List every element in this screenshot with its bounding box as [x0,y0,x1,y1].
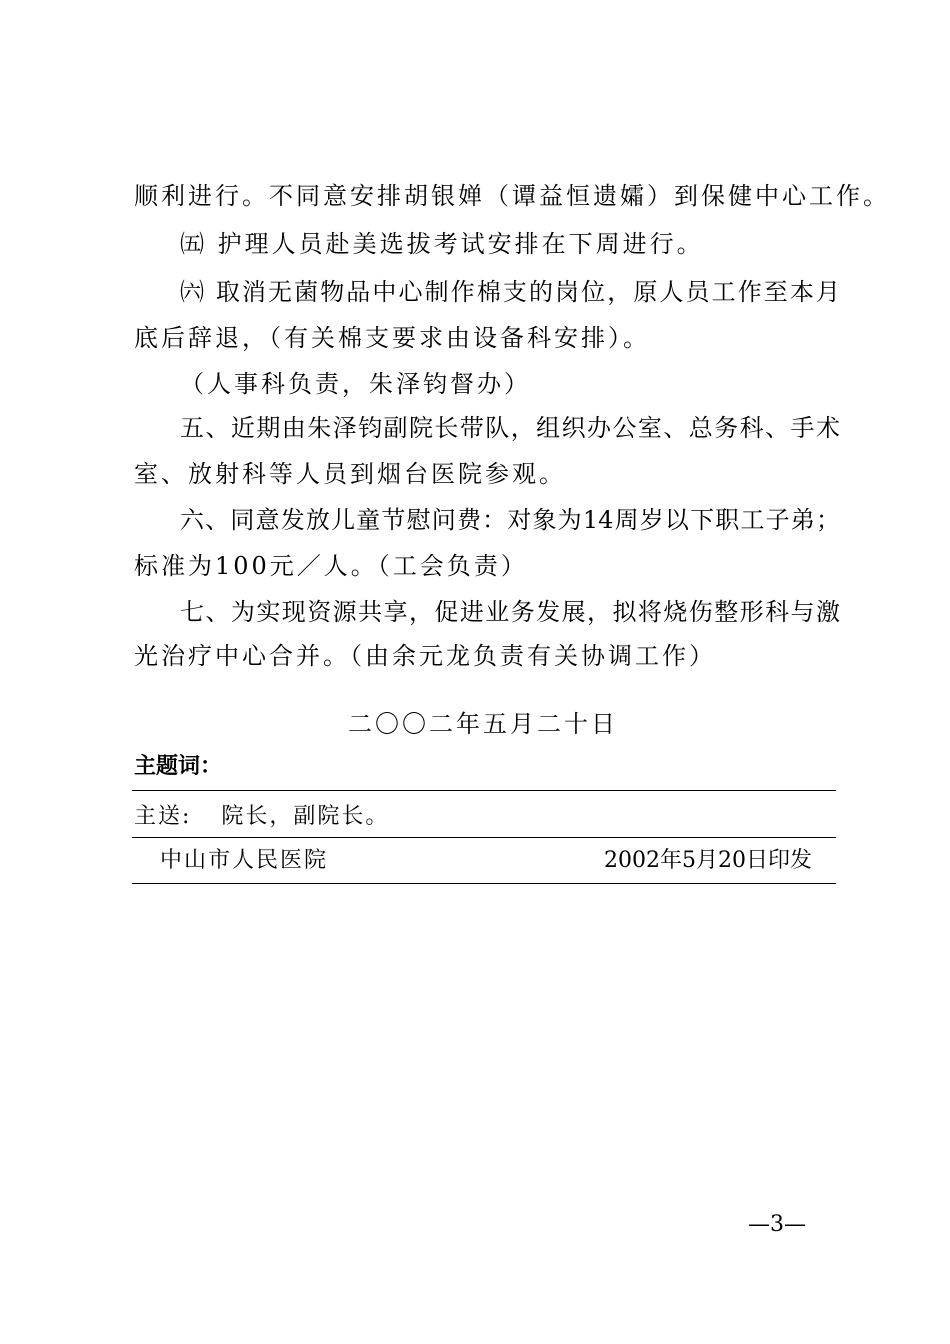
send-recipients: 院长，副院长。 [221,804,390,829]
section-5-line-1: 五、近期由朱泽钧副院长带队，组织办公室、总务科、手术 [180,414,840,442]
divider-middle [132,837,836,838]
item-6-paragraph-line-2: 底后辞退，（有关棉支要求由设备科安排）。 [134,324,650,352]
section-5-line-2: 室、放射科等人员到烟台医院参观。 [134,460,566,488]
divider-top [132,790,836,791]
section-6-line-2: 标准为100元／人。（工会负责） [134,552,528,580]
section-7-line-1: 七、为实现资源共享，促进业务发展，拟将烧伤整形科与激 [180,598,840,626]
section-7-line-2: 光治疗中心合并。（由余元龙负责有关协调工作） [134,642,716,670]
distribution-row [134,802,389,832]
item-5-paragraph: ㈤ 护理人员赴美选拔考试安排在下周进行。 [180,230,704,258]
page-number: —3— [748,1212,806,1237]
send-label: 主送: [134,804,192,829]
issuer-name: 中山市人民医院 [160,848,329,873]
responsibility-note: （人事科负责，朱泽钧督办） [180,370,531,398]
subject-keywords-label: 主题词： [134,754,223,779]
body-line-1: 顺利进行。不同意安排胡银婵（谭益恒遗孀）到保健中心工作。 [134,182,890,210]
item-6-paragraph-line-1: ㈥ 取消无菌物品中心制作棉支的岗位，原人员工作至本月 [180,278,840,306]
document-date: 二〇〇二年五月二十日 [348,710,618,738]
section-6-line-1: 六、同意发放儿童节慰问费：对象为14周岁以下职工子弟； [180,506,840,534]
print-date: 2002年5月20日印发 [604,848,812,873]
issuer-row [160,846,812,876]
divider-bottom [132,883,836,884]
